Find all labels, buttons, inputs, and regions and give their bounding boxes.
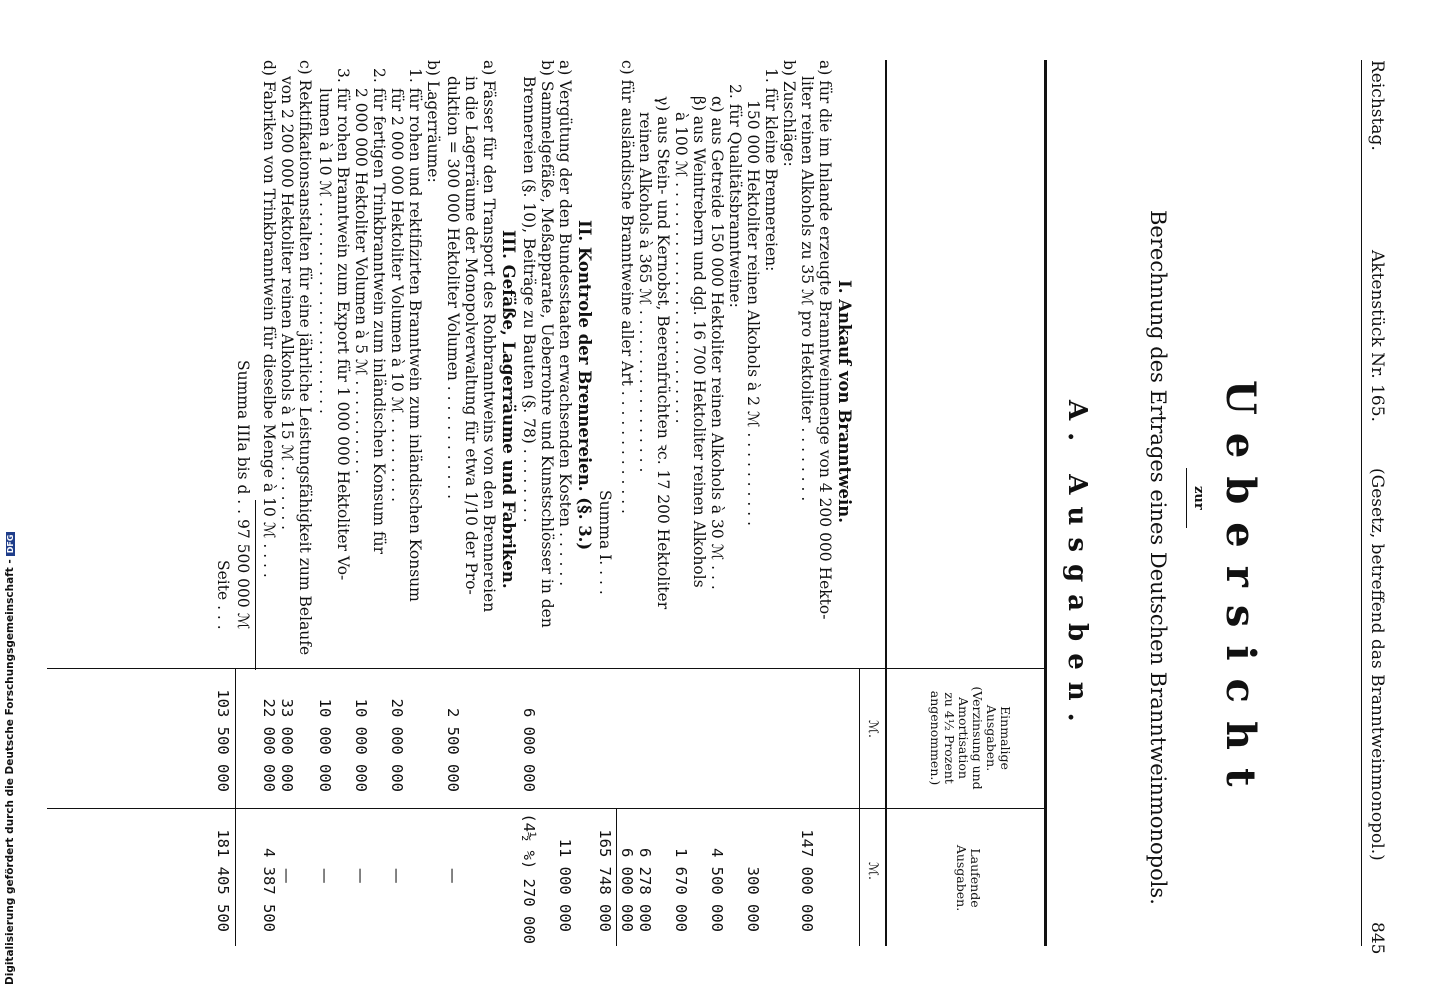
- header-right: (Gesetz, betreffend das Branntweinmonopol.): [1367, 468, 1387, 861]
- header-left: Reichstag.: [1367, 60, 1387, 151]
- credit-label: Digitalisierung gefördert durch die Deutsche Forschungsgemeinschaft -: [4, 559, 16, 985]
- laufend-unit: ℳ.: [865, 862, 880, 881]
- line-i-c: c) für ausländische Branntweine aller Art . . . . . . . . . . . . .: [618, 60, 636, 514]
- section-iii-heading: III. Gefäße, Lagerräume und Fabriken.: [499, 230, 518, 589]
- value-seite-laufend: 181 405 500: [214, 829, 232, 932]
- line-i-b2-beta-1: β) aus Weintrebern und dgl. 16 700 Hektoliter reinen Alkohols: [690, 96, 708, 588]
- einmalig-line-3: (Verzinsung und: [970, 686, 985, 790]
- table-head-rule: [885, 60, 887, 946]
- line-iii-a-2: in die Lagerräume der Monopolverwaltung für etwa 1/10 der Pro-: [462, 76, 480, 595]
- table-top-rule: [1044, 60, 1047, 946]
- column-header-laufend: [954, 812, 982, 944]
- column-divider-1: [47, 668, 1047, 669]
- header-rule: [1361, 60, 1362, 946]
- laufend-line-1: Laufende: [968, 848, 983, 908]
- seite-label: Seite . . .: [214, 560, 232, 630]
- line-i-a-1: a) für die im Inlande erzeugte Branntweinmenge von 4 200 000 Hekto-: [816, 60, 834, 620]
- title-zur: zur: [1191, 486, 1206, 510]
- value-i-a: 147 000 000: [798, 829, 816, 932]
- line-iii-b1-1: 1. für rohen und rektifizirten Branntwein zum inländischen Konsum: [406, 68, 424, 602]
- laufend-line-2: Ausgaben.: [954, 844, 969, 912]
- line-i-b2-alpha: α) aus Getreide 150 000 Hektoliter reinen Alkohols à 30 ℳ . . .: [708, 96, 726, 590]
- einmalig-line-1: Einmalige: [998, 706, 1013, 770]
- value-i-c: 6 000 000: [618, 848, 636, 932]
- line-ii-b-1: b) Sammelgefäße, Meßapparate, Ueberrohre und Kunstschlösser in den: [538, 60, 556, 628]
- line-iii-d: d) Fabriken von Trinkbranntwein für dieselbe Menge à 10 ℳ . . . .: [260, 60, 278, 578]
- value-i-b2-beta: 1 670 000: [672, 848, 690, 932]
- einmalig-line-6: angenommen.): [928, 690, 943, 786]
- summa-iii-label: Summa IIIa bis d . . 97 500 000 ℳ: [234, 360, 252, 630]
- column-header-einmalig: [928, 672, 1012, 804]
- value-iii-a: 2 500 000: [444, 708, 462, 792]
- value-i-b2-gamma: 6 278 000: [636, 848, 654, 932]
- line-iii-c-1: c) Rektifikationsanstalten für eine jährliche Leistungsfähigkeit zum Belaufe: [296, 60, 314, 656]
- einmalig-line-5: zu 4½ Prozent: [942, 692, 957, 784]
- line-iii-b: b) Lagerräume:: [424, 60, 442, 183]
- dfg-logo: DFG: [6, 532, 15, 557]
- line-iii-b2-1: 2. für fertigen Trinkbranntwein zum inländischen Konsum für: [370, 68, 388, 555]
- line-iii-b3-1: 3. für rohen Branntwein zum Export für 1 000 000 Hektoliter Vo-: [334, 68, 352, 581]
- line-i-b2-beta-2: à 100 ℳ . . . . . . . . . . . . . . . . . . . . . . . . .: [672, 112, 690, 424]
- line-i-b1: 1. für kleine Brennereien:: [762, 68, 780, 272]
- value-iii-d-laufend: 4 387 500: [260, 848, 278, 932]
- header-center: Aktenstück Nr. 165.: [1367, 250, 1387, 422]
- line-i-b2: 2. für Qualitätsbranntweine:: [726, 84, 744, 308]
- value-ii-b-einmalig: 6 000 000: [520, 708, 538, 792]
- dash-iii-a: —: [444, 868, 462, 884]
- value-iii-b1: 20 000 000: [388, 698, 406, 792]
- page-number: 845: [1367, 922, 1387, 955]
- column-divider-2: [47, 808, 1047, 809]
- line-iii-b1-2: für 2 000 000 Hektoliter Volumen à 10 ℳ . . . . . . . . .: [388, 88, 406, 503]
- title-rule: [1186, 468, 1187, 528]
- section-i-heading: I. Ankauf von Branntwein.: [835, 280, 854, 523]
- value-iii-b3: 10 000 000: [316, 698, 334, 792]
- summa-i-label: Summa I. . . .: [596, 490, 614, 595]
- title-sub: Berechnung des Ertrages eines Deutschen Branntweinmonopols.: [1146, 210, 1170, 905]
- dash-iii-b3: —: [316, 868, 334, 884]
- line-iii-b3-2: lumen à 10 ℳ . . . . . . . . . . . . . . . . . . . . . .: [316, 88, 334, 414]
- line-i-b2-gamma-1: γ) aus Stein- und Kernobst, Beerenfrüchten ꝛc. 17 200 Hektoliter: [654, 96, 672, 610]
- line-ii-b-2: Brennereien (§. 10), Beiträge zu Bauten (§. 78) . . . . . . . .: [520, 76, 538, 523]
- dash-iii-c: —: [278, 868, 296, 884]
- line-iii-a-3: duktion = 300 000 Hektoliter Volumen . . . . . . . . . . . .: [444, 76, 462, 500]
- value-ii-b-laufend: (4½ %) 270 000: [520, 813, 538, 944]
- title-main: Uebersicht: [1217, 380, 1264, 805]
- value-iii-b2: 10 000 000: [352, 698, 370, 792]
- value-summa-i: 165 748 000: [596, 829, 614, 932]
- value-iii-d-einmalig: 22 000 000: [260, 698, 278, 792]
- seite-rule: [235, 668, 236, 946]
- value-ii-a: 11 000 000: [556, 838, 574, 932]
- value-iii-c: 33 000 000: [278, 698, 296, 792]
- value-seite-einmalig: 103 500 000: [214, 689, 232, 792]
- section-ii-heading: II. Kontrole der Brennereien. (§. 3.): [575, 220, 594, 551]
- line-iii-c-2: von 2 200 000 Hektoliter reinen Alkohols à 15 ℳ . . . . . . .: [278, 76, 296, 531]
- line-i-b2-gamma-2: reinen Alkohols à 365 ℳ . . . . . . . . . . . . . . . . .: [636, 112, 654, 473]
- line-iii-b2-2: 2 000 000 Hektoliter Volumen à 5 ℳ . . . . . . . . . .: [352, 88, 370, 475]
- value-i-b2-alpha: 4 500 000: [708, 848, 726, 932]
- line-i-b: b) Zuschläge:: [780, 60, 798, 167]
- value-i-b1: 300 000: [744, 866, 762, 932]
- line-ii-a: a) Vergütung der den Bundesstaaten erwachsenden Kosten . . . . . .: [556, 60, 574, 587]
- einmalig-line-2: Ausgaben.: [984, 704, 999, 772]
- line-i-a-2: liter reinen Alkohols zu 35 ℳ pro Hektoliter . . . . . . . .: [798, 76, 816, 502]
- dash-iii-b2: —: [352, 868, 370, 884]
- summa-iii-rule: [255, 500, 256, 670]
- dash-iii-b1: —: [388, 868, 406, 884]
- einmalig-line-4: Amortisation: [956, 697, 971, 779]
- unit-rule: [859, 668, 860, 946]
- section-title: A. Ausgaben.: [1062, 400, 1092, 734]
- line-i-b1-detail: 150 000 Hektoliter reinen Alkohols à 2 ℳ . . . . . . . . . .: [744, 100, 762, 527]
- summa-i-rule: [616, 808, 617, 946]
- einmalig-unit: ℳ.: [865, 720, 880, 739]
- line-iii-a-1: a) Fässer für den Transport des Rohbranntweins von den Brennereien: [480, 60, 498, 613]
